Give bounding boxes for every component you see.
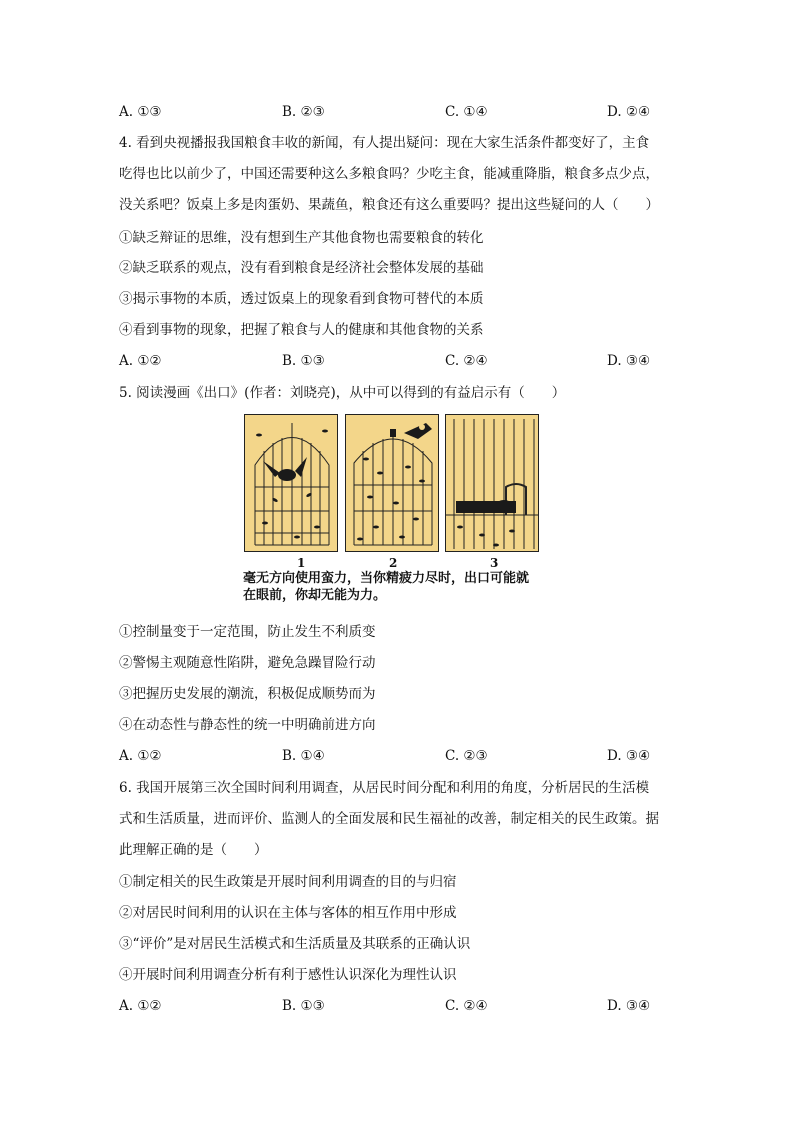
comic-caption	[243, 570, 573, 604]
q4-option-b: B. ①③	[282, 353, 325, 369]
q6-option-d: D. ③④	[607, 998, 651, 1014]
q6-statement-4: ④开展时间利用调查分析有利于感性认识深化为理性认识	[119, 967, 457, 983]
q6-option-a: A. ①②	[119, 998, 162, 1014]
q6-statement-2: ②对居民时间利用的认识在主体与客体的相互作用中形成	[119, 905, 457, 921]
q4-option-a: A. ①②	[119, 353, 162, 369]
q5-stem: 5. 阅读漫画《出口》(作者：刘晓亮)，从中可以得到的有益启示有（ ）	[119, 385, 566, 401]
cage-bars-bird-exhausted-illustration	[446, 415, 539, 552]
q3-option-a: A. ①③	[119, 104, 162, 120]
comic-caption-line-2: 在眼前，你却无能为力。	[243, 588, 387, 603]
q4-option-c: C. ②④	[445, 353, 488, 369]
q4-options	[119, 351, 679, 371]
comic-panel-2	[345, 414, 439, 552]
q5-statement-3: ③把握历史发展的潮流，积极促成顺势而为	[119, 686, 376, 702]
q4-stem-line-1: 4. 看到央视播报我国粮食丰收的新闻，有人提出疑问：现在大家生活条件都变好了，主食	[119, 135, 650, 151]
comic-panel-number-3: 3	[490, 556, 499, 570]
q6-stem-line-3: 此理解正确的是（ ）	[119, 842, 268, 858]
q4-statement-4: ④看到事物的现象，把握了粮食与人的健康和其他食物的关系	[119, 322, 484, 338]
q5-statement-1: ①控制量变于一定范围，防止发生不利质变	[119, 624, 376, 640]
q4-stem-line-3: 没关系吧？饭桌上多是肉蛋奶、果蔬鱼，粮食还有这么重要吗？提出这些疑问的人（ ）	[119, 197, 659, 213]
comic-caption-line-1: 毫无方向使用蛮力，当你精疲力尽时，出口可能就	[243, 571, 530, 586]
birdcage-bird-flapping-illustration	[245, 415, 338, 552]
q5-option-b: B. ①④	[282, 748, 325, 764]
comic-panel-1	[244, 414, 338, 552]
q6-stem-line-2: 式和生活质量，进而评价、监测人的全面发展和民生福祉的改善，制定相关的民生政策。据	[119, 811, 659, 827]
birdcage-bird-on-top-illustration	[346, 415, 439, 552]
comic-exit	[244, 414, 544, 559]
q3-options	[119, 102, 679, 122]
q4-stem-line-2: 吃得也比以前少了，中国还需要种这么多粮食吗？少吃主食，能减重降脂，粮食多点少点，	[119, 166, 659, 182]
q3-option-d: D. ②④	[607, 104, 651, 120]
q3-option-b: B. ②③	[282, 104, 325, 120]
q5-option-c: C. ②③	[445, 748, 488, 764]
comic-panel-number-1: 1	[297, 556, 306, 570]
q5-statement-4: ④在动态性与静态性的统一中明确前进方向	[119, 717, 376, 733]
comic-panel-3	[445, 414, 539, 552]
q6-option-c: C. ②④	[445, 998, 488, 1014]
q6-statement-3: ③“评价”是对居民生活模式和生活质量及其联系的正确认识	[119, 936, 471, 952]
q6-statement-1: ①制定相关的民生政策是开展时间利用调查的目的与归宿	[119, 874, 457, 890]
q5-options	[119, 746, 679, 766]
q6-stem-line-1: 6. 我国开展第三次全国时间利用调查，从居民时间分配和利用的角度，分析居民的生活模	[119, 780, 650, 796]
q5-option-a: A. ①②	[119, 748, 162, 764]
q6-option-b: B. ①③	[282, 998, 325, 1014]
comic-panel-number-2: 2	[389, 556, 398, 570]
q4-statement-1: ①缺乏辩证的思维，没有想到生产其他食物也需要粮食的转化	[119, 230, 484, 246]
q5-option-d: D. ③④	[607, 748, 651, 764]
q4-statement-2: ②缺乏联系的观点，没有看到粮食是经济社会整体发展的基础	[119, 260, 484, 276]
q3-option-c: C. ①④	[445, 104, 488, 120]
q5-statement-2: ②警惕主观随意性陷阱，避免急躁冒险行动	[119, 655, 376, 671]
q4-option-d: D. ③④	[607, 353, 651, 369]
q4-statement-3: ③揭示事物的本质，透过饭桌上的现象看到食物可替代的本质	[119, 291, 484, 307]
q6-options	[119, 996, 679, 1016]
